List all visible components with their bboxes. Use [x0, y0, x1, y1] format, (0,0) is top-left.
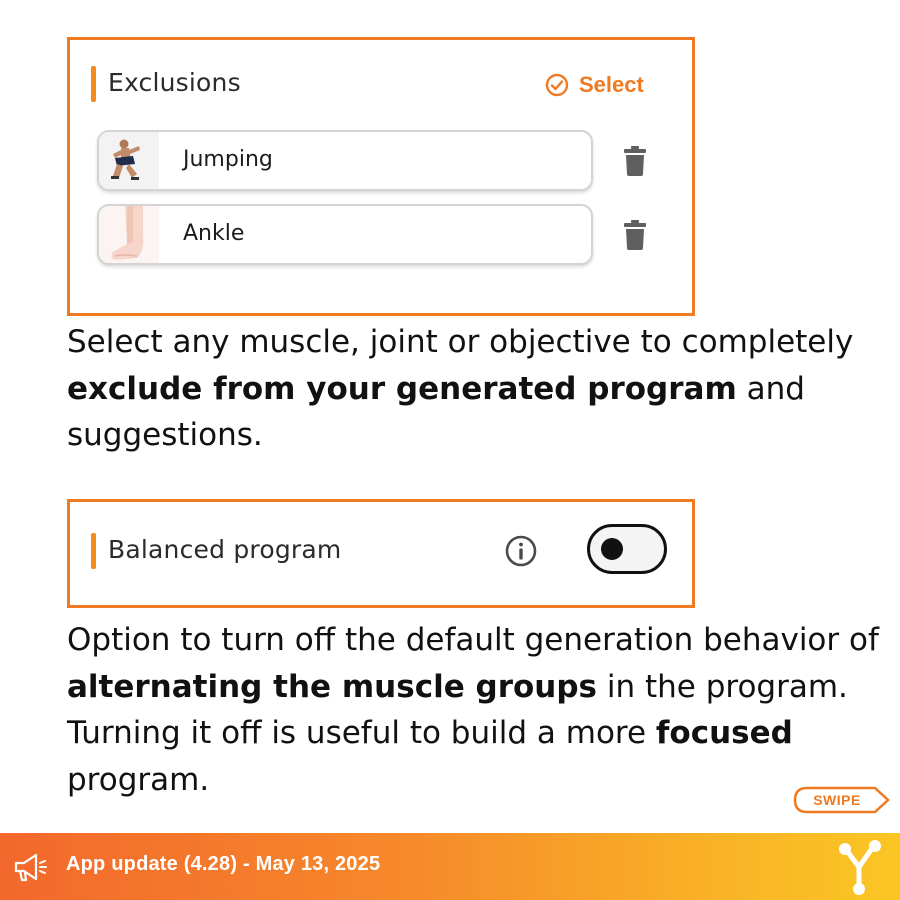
select-label: Select	[579, 72, 644, 97]
app-logo-icon	[837, 839, 885, 895]
description-text: in the program. Turning it off is useful to build a more	[67, 668, 848, 751]
swipe-label: SWIPE	[813, 792, 861, 808]
balanced-program-panel	[67, 499, 695, 608]
footer-text: App update (4.28) - May 13, 2025	[66, 853, 381, 875]
exclusion-item-ankle[interactable]	[97, 204, 593, 265]
balanced-program-toggle[interactable]	[587, 524, 667, 574]
exclusion-item-label: Jumping	[183, 147, 273, 172]
ankle-image	[99, 206, 159, 264]
description-text: Option to turn off the default generation behavior of	[67, 622, 879, 658]
jumping-person-image	[99, 132, 159, 190]
exclusion-item-label: Ankle	[183, 221, 245, 246]
section-accent-bar	[91, 533, 96, 569]
info-button[interactable]	[504, 534, 538, 568]
balanced-description	[67, 617, 892, 803]
delete-ankle-button[interactable]	[624, 220, 646, 250]
description-text: program.	[67, 761, 210, 798]
trash-icon	[624, 220, 646, 250]
description-bold-text: alternating the muscle groups	[67, 668, 597, 705]
check-circle-icon	[545, 73, 569, 97]
footer-banner	[0, 833, 900, 900]
megaphone-icon	[12, 851, 48, 883]
swipe-badge[interactable]	[793, 786, 891, 814]
select-button[interactable]	[545, 68, 644, 102]
exclusion-item-jumping[interactable]	[97, 130, 593, 191]
description-text: and suggestions.	[67, 370, 805, 453]
trash-icon	[624, 146, 646, 176]
exclusions-title: Exclusions	[108, 68, 241, 97]
balanced-program-label: Balanced program	[108, 535, 342, 564]
exclusions-panel	[67, 37, 695, 316]
section-accent-bar	[91, 66, 96, 102]
description-text: Select any muscle, joint or objective to completely	[67, 324, 854, 360]
description-bold-text: exclude from your generated program	[67, 370, 737, 407]
info-icon	[504, 534, 538, 568]
toggle-knob	[601, 538, 623, 560]
description-bold-text: focused	[655, 715, 793, 751]
exclusions-description	[67, 319, 892, 459]
delete-jumping-button[interactable]	[624, 146, 646, 176]
